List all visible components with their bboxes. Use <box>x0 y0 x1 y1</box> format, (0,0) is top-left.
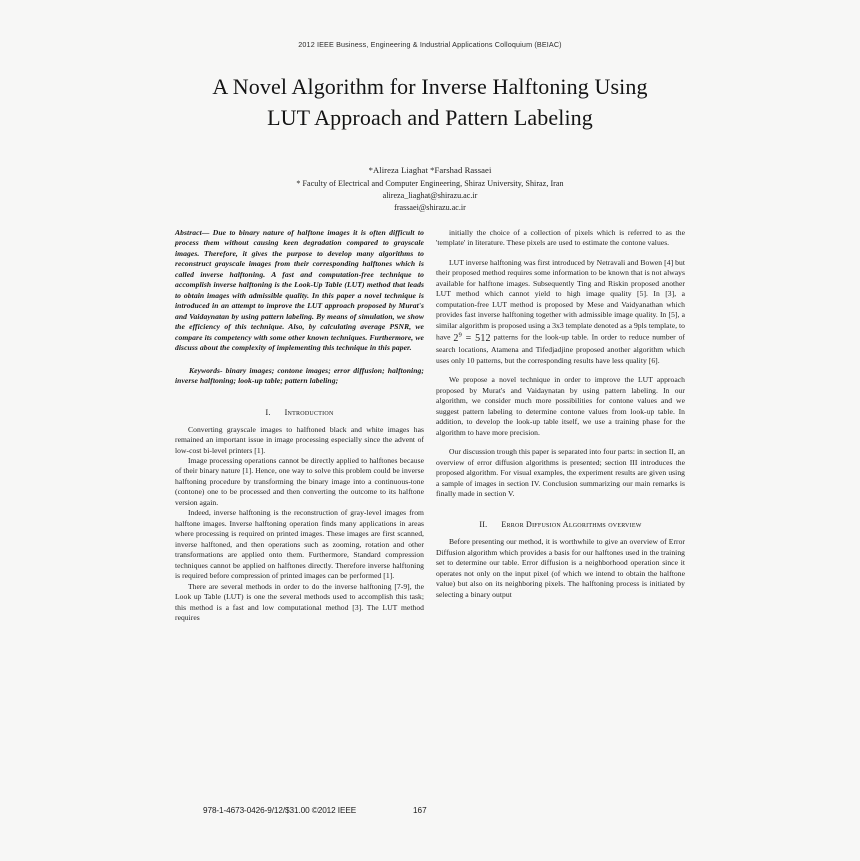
keywords-paragraph: Keywords- binary images; contone images; error diffusion; halftoning; inverse halftoning; look-up table; pattern labeling; <box>175 365 424 386</box>
two-column-body <box>175 228 685 624</box>
section-title-error-diffusion: Error Diffusion Algorithms overview <box>501 520 642 530</box>
author-block <box>175 165 685 212</box>
page-title <box>175 71 685 133</box>
left-paragraph-4: There are several methods in order to do the inverse halftoning [7-9], the Look up Table (LUT) is one the several methods used to accomplish this task; this method is a fast and low computational method [3]. The LUT method requires <box>175 581 424 623</box>
paper-sheet <box>175 0 685 861</box>
author-names: *Alireza Liaghat *Farshad Rassaei <box>368 165 492 176</box>
footer-isbn: 978-1-4673-0426-9/12/$31.00 ©2012 IEEE <box>203 806 357 815</box>
math-tail: = 512 <box>462 332 491 344</box>
section-number-introduction: I. <box>265 407 271 417</box>
math-base: 2 <box>453 332 459 344</box>
right-paragraph-4: Our discussion trough this paper is separated into four parts: in section II, an overview of error diffusion algorithms is presented; section III introduces the proposed algorithm. For visual examples, the experiment results are given using a sample of images in section IV. Conclusion summarizing our main remarks is finally made in section V. <box>436 447 685 498</box>
section-heading-error-diffusion <box>436 519 685 530</box>
title-line-2: LUT Approach and Pattern Labeling <box>267 105 593 131</box>
left-paragraph-3: Indeed, inverse halftoning is the reconstruction of gray-level images from halftone images. Inverse halftoning operation finds many applications in areas where processing is required on printed images. These images are first scanned, inverse halftoned, and then operations such as zooming, rotation and other transformations are applied onto them. Furthermore, Standard compression techniques cannot be applied on halftones directly. Therefore inverse halftoning is required before compression of printed images can be performed [1]. <box>175 508 424 581</box>
right-paragraph-2-text-after: patterns for the look-up table. In order to reduce number of search locations, Atamena and Tifedjadjine proposed another algorithm which uses only 10 patterns, but the corresponding results have less quality [6]. <box>436 332 685 365</box>
right-paragraph-3: We propose a novel technique in order to improve the LUT approach proposed by Murat's and Vaidaynatan by using pattern labeling. In our algorithm, we consider much more possibilities for contone values and we suggest pattern labeling to determine contone values from look-up table. In addition, to develop the look-up table itself, we use a training phase for the algorithm to have more precision. <box>436 375 685 437</box>
left-paragraph-2: Image processing operations cannot be directly applied to halftones because of their binary nature [1]. Hence, one way to solve this problem could be inverse halftoning procedure by transforming the binary image into a continuous-tone (contone) one to be processed and then converting the outcome to its halftone version again. <box>175 456 424 507</box>
left-column <box>175 228 424 624</box>
right-paragraph-2 <box>436 258 685 366</box>
section-number-error-diffusion: II. <box>479 520 488 530</box>
section-title-introduction: Introduction <box>284 407 334 417</box>
right-column <box>436 228 685 624</box>
author-affiliation: * Faculty of Electrical and Computer Engineering, Shiraz University, Shiraz, Iran <box>296 179 564 189</box>
right-paragraph-2-text-before: LUT inverse halftoning was first introduced by Netravali and Bowen [4] but their proposed method requires some information to be known that is not always available for halftone images. Subsequently Ting and Riskin proposed another LUT method which cannot yield to high image quality [5]. In [3], a computation-free LUT method is proposed by Mese and Vaidyanathan which provides fast inverse halftoning together with admissible image quality. In [5], a similar algorithm is proposed using a 3x3 template denoted as a 9pls template, to have <box>436 257 685 342</box>
math-exponent: 9 <box>458 331 462 339</box>
author-email-2: frassaei@shirazu.ac.ir <box>394 203 466 213</box>
footer-page-number: 167 <box>413 806 427 815</box>
right-paragraph-5: Before presenting our method, it is worthwhile to give an overview of Error Diffusion algorithm which provides a basis for our halftones used in the training set to determine our table. Error diffusion is a neighborhood operation since it operates not only on the input pixel (of which we intend to obtain the halftone value) but also on its neighboring pixels. The halftoning process is initiated by selecting a binary output <box>436 537 685 599</box>
title-line-1: A Novel Algorithm for Inverse Halftoning Using <box>212 74 648 99</box>
abstract-label: Abstract— <box>175 228 210 237</box>
abstract-paragraph <box>175 228 424 354</box>
author-email-1: alireza_liaghat@shirazu.ac.ir <box>382 191 478 201</box>
math-expression <box>453 333 490 344</box>
abstract-text: Due to binary nature of halftone images it is often difficult to process them without causing keen degradation compared to grayscale images. Therefore, it gives the purpose to develop many algorithms to reconstruct grayscale images from their corresponding halftones which is called inverse halftoning. A fast and computation-free technique to accomplish inverse halftoning is the Look-Up Table (LUT) method that leads to obtain images with admissible quality. In this paper a novel technique is introduced in an attempt to improve the LUT approach proposed by Murat's and Vaidaynatan by using pattern labeling. By means of simulation, we show the efficiency of this technique. Also, by calculating average PSNR, we compare its competency with some other known techniques. Furthermore, we discuss about the complexity of implementing this technique in this paper. <box>175 228 424 353</box>
conference-header: 2012 IEEE Business, Engineering & Industrial Applications Colloquium (BEIAC) <box>298 40 562 49</box>
right-paragraph-1: initially the choice of a collection of pixels which is referred to as the 'template' in literature. These pixels are used to estimate the contone values. <box>436 228 685 248</box>
section-heading-introduction <box>175 407 424 418</box>
left-paragraph-1: Converting grayscale images to halftoned black and white images has remained an important issue in image processing especially since the advent of low-cost bi-level printers [1]. <box>175 424 424 455</box>
